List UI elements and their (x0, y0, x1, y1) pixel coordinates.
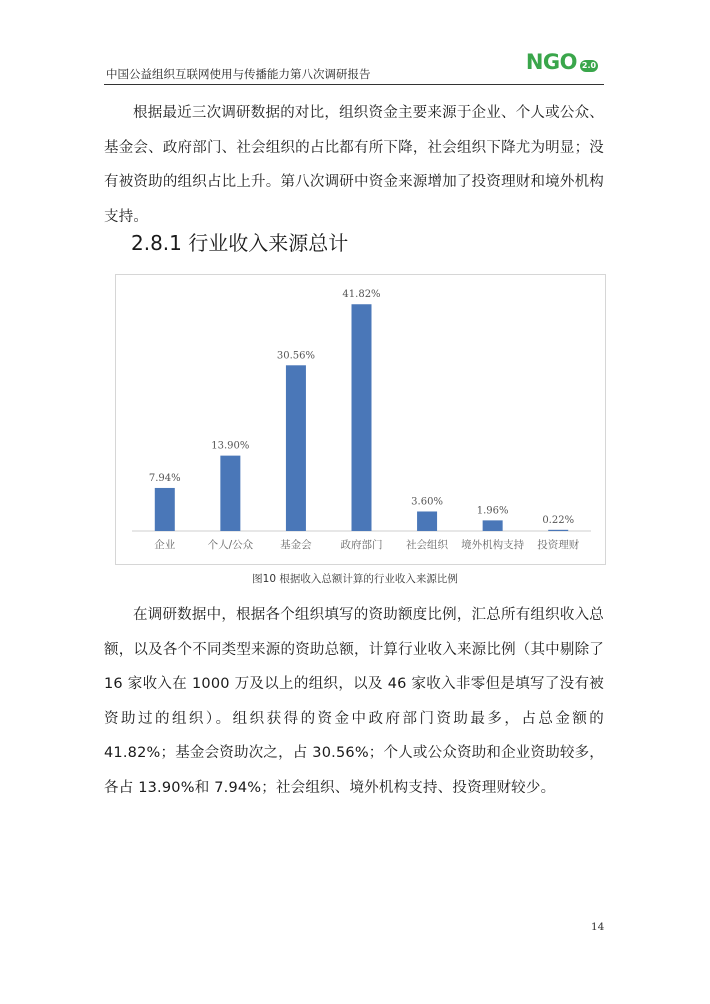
bar-4 (417, 511, 437, 531)
data-label-5: 1.96% (476, 505, 509, 517)
bar-0 (155, 488, 175, 531)
bar-2 (286, 365, 306, 531)
data-label-2: 30.56% (276, 350, 315, 362)
bar-1 (220, 456, 240, 531)
intro-paragraph: 根据最近三次调研数据的对比，组织资金主要来源于企业、个人或公众、基金会、政府部门、社会组织的占比都有所下降，社会组织下降尤为明显；没有被资助的组织占比上升。第八次调研中资金来源增加了投资理财和境外机构支持。 (104, 105, 604, 225)
category-label-6: 投资理财 (537, 539, 580, 551)
page-number: 14 (591, 921, 605, 933)
data-label-1: 13.90% (211, 440, 250, 452)
bar-5 (483, 520, 503, 531)
chart-svg (116, 275, 607, 566)
header-title: 中国公益组织互联网使用与传播能力第八次调研报告 (106, 67, 371, 81)
figure-caption: 图10 根据收入总额计算的行业收入来源比例 (252, 573, 458, 585)
section-title: 2.8.1 行业收入来源总计 (131, 231, 349, 255)
logo-badge: 2.0 (581, 61, 597, 70)
analysis-paragraph: 在调研数据中，根据各个组织填写的资助额度比例，汇总所有组织收入总额，以及各个不同类型来源的资助总额，计算行业收入来源比例（其中剔除了 16 家收入在 1000 万及以上的组织，以及 46 家收入非零但是填写了没有被资助过的组织）。组织获得的资金中政府部门资助最多，占总金额的 41.82%；基金会资助次之，占 30.56%；个人或公众资助和企业资助较多，各占 13.90%和 7.94%；社会组织、境外机构支持、投资理财较少。 (104, 607, 604, 796)
ngo-logo (526, 48, 598, 76)
page-header (104, 50, 604, 85)
category-label-4: 社会组织 (406, 539, 449, 551)
category-label-2: 基金会 (280, 539, 312, 551)
category-label-3: 政府部门 (340, 539, 383, 551)
category-label-5: 境外机构支持 (461, 539, 525, 551)
bar-chart (115, 274, 606, 565)
data-label-4: 3.60% (411, 496, 443, 508)
logo-text: NGO (525, 50, 577, 74)
bar-6 (548, 530, 568, 531)
category-label-1: 个人/公众 (207, 539, 254, 551)
data-label-3: 41.82% (342, 289, 381, 301)
bar-3 (352, 304, 372, 531)
data-label-0: 7.94% (148, 472, 181, 484)
category-label-0: 企业 (154, 539, 176, 551)
data-label-6: 0.22% (542, 514, 575, 526)
